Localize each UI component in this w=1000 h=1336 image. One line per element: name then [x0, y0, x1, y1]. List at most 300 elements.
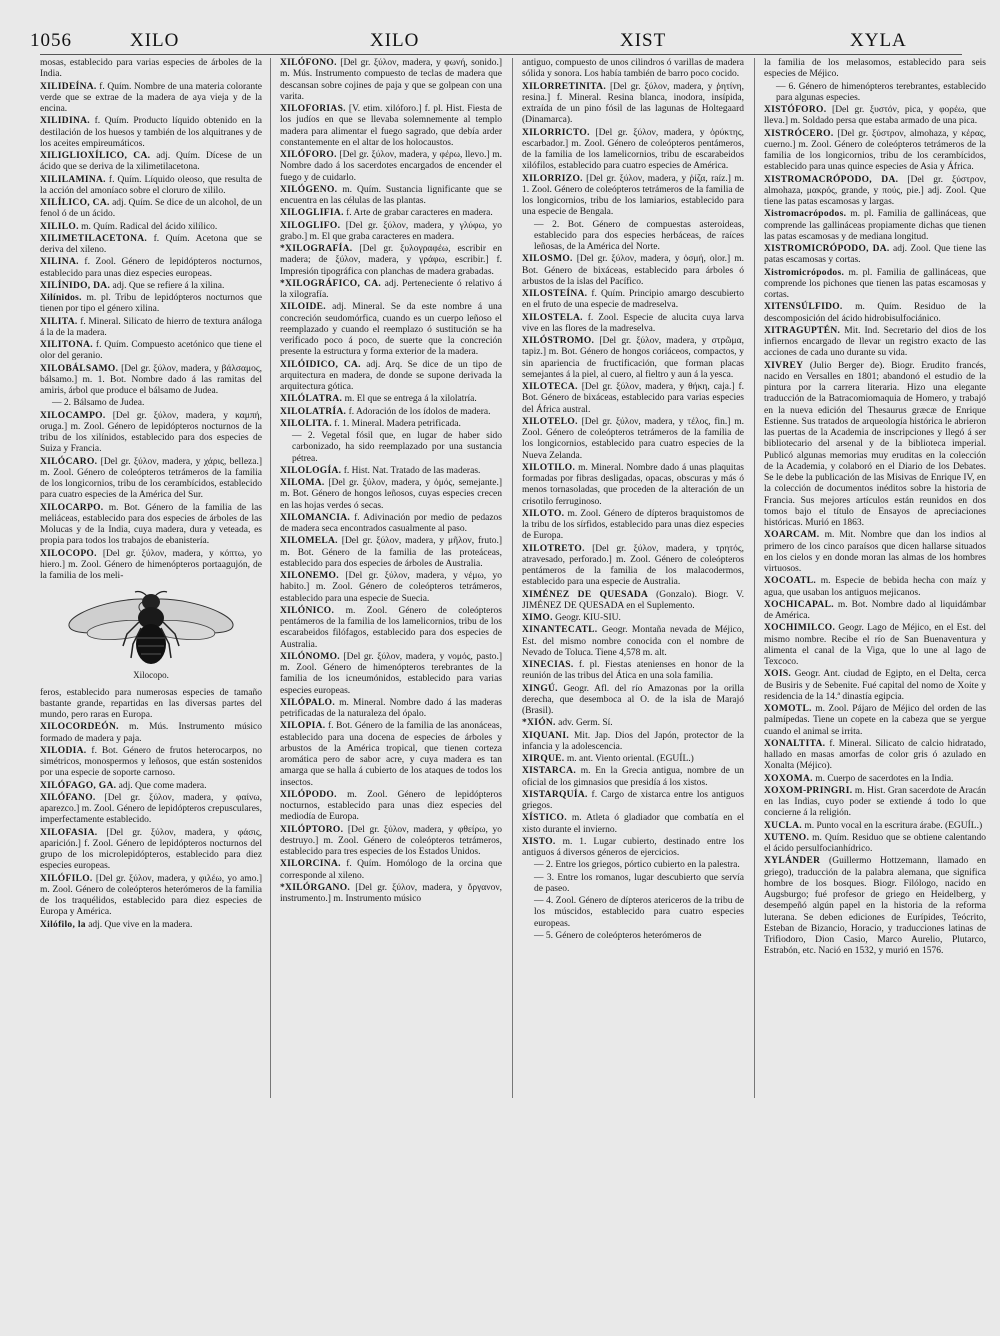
- dictionary-entry: [280, 606, 502, 651]
- entry-definition: m. Hist. Gran sacerdote de Aracán en las Indias, cuyo poder se extiende á todo lo que concierne á la religión.: [764, 785, 987, 819]
- entry-definition: mosas, establecido para varias especies de árboles de la India.: [40, 58, 262, 80]
- entry-definition: [Del gr. ξύλον, madera, y νέμω, yo habito.] m. Zool. Género de coleópteros tetrámeros, establecido para una especie de Suecia.: [280, 571, 503, 604]
- dictionary-entry: [764, 623, 986, 668]
- dictionary-entry: [522, 254, 744, 288]
- entry-headword: XISTO.: [522, 836, 556, 847]
- entry-headword: XILOCORDEÓN.: [40, 722, 119, 733]
- entry-definition: f. Adivinación por medio de pedazos de madera seca encontrados casualmente al paso.: [280, 512, 503, 534]
- entry-definition: Geogr. Afl. del río Amazonas por la orilla derecha, que desemboca al O. de la isla de Marajó (Brasil).: [522, 683, 744, 716]
- dictionary-entry: [40, 457, 262, 502]
- entry-headword: XILITA.: [40, 316, 78, 327]
- dictionary-entry: [522, 718, 744, 729]
- dictionary-entry: [764, 302, 986, 325]
- entry-definition: m. Mineral. Nombre dado á unas plaquitas formadas por fibras desligadas, opacas, obscuras y más ó menos tornasoladas, que proceden de la alteración de un crisotilo ferruginoso.: [522, 462, 745, 507]
- dictionary-entry: [522, 58, 744, 81]
- entry-headword: XISTROMICRÓPODO, DA.: [764, 244, 890, 254]
- entry-headword: XILOTELO.: [522, 416, 578, 427]
- dictionary-entry: [280, 58, 502, 103]
- entry-headword: XILÓNOMO.: [280, 651, 340, 662]
- column-divider: [512, 58, 513, 1098]
- entry-headword: XISTROMACRÓPODO, DA.: [764, 174, 899, 185]
- entry-definition: [Del gr. ξύλον, madera, y κόπτω, yo hiero.] m. Zool. Género de himenópteros portaagujón, de la familia de los meli-: [40, 548, 262, 581]
- entry-definition: m. En la Grecia antigua, nombre de un oficial de los gimnasios que presidía á los xistos.: [522, 766, 745, 788]
- entry-definition: Geogr. Montaña nevada de Méjico, Est. del mismo nombre conocida con el nombre de Nevado de Toluca. Tiene 4,578 m. alt.: [522, 625, 745, 658]
- entry-headword: XILOLOGÍA.: [280, 465, 342, 476]
- dictionary-entry: [280, 394, 502, 405]
- entry-definition: [Del gr. ξύλον, madera, y φιλέω, yo amo.] m. Zool. Género de coleópteros heterómeros de la familia de los traquélidos, establecido para diez especies de Europa y América.: [40, 873, 262, 918]
- entry-definition: antiguo, compuesto de unos cilindros ó varillas de madera sólida y sonora. Los había también de barro poco cocido.: [522, 58, 744, 80]
- dictionary-entry: [522, 813, 744, 836]
- dictionary-entry: [280, 104, 502, 149]
- entry-definition: m. Punto vocal en la escritura árabe. (EGUÍL.): [804, 820, 983, 831]
- entry-definition: m. El que se entrega á la xilolatría.: [344, 394, 477, 405]
- entry-headword: XÍSTICO.: [522, 813, 567, 824]
- entry-definition: [Del gr. ξύλον, madera, y φαίνω, aparezco.] m. Zool. Género de lepidópteros crepusculares, imperfectamente establecido.: [40, 792, 262, 826]
- dictionary-entry: [764, 129, 986, 174]
- entry-definition: f. pl. Fiestas atenienses en honor de la reunión de las tribus del Ática en una sola familia.: [522, 660, 745, 682]
- column-3: [522, 58, 744, 942]
- entry-definition: — 2. Bot. Género de compuestas asteroideas, establecido para dos especies herbáceas, de raíces leñosas, de la América del Norte.: [534, 219, 744, 252]
- entry-definition: Geogr. Lago de Méjico, en el Est. del mismo nombre. Recibe el río de San Buenaventura y alimenta el canal de la Viga, que lo une al lago de Texcoco.: [764, 623, 986, 667]
- entry-definition: — 2. Vegetal fósil que, en lugar de haber sido carbonizado, ha sido reemplazado por una sustancia pétrea.: [292, 431, 502, 464]
- entry-definition: adj. Mineral. Se da este nombre á una concreción seudomórfica, cuando es un cuerpo leñoso el reemplazado y cuando el reemplazo ó sustitución se ha verificado poco á poco, de suerte que la concreción presente la estructura y forma exterior de la madera.: [280, 302, 503, 358]
- entry-definition: [Del gr. ξύλον, madera, y φθείρω, yo destruyo.] m. Zool. Género de coleópteros tetrámeros, establecido para tres especies de los Estados Unidos.: [280, 824, 502, 857]
- entry-definition: m. pl. Tribu de lepidópteros nocturnos que tienen por tipo el género xilina.: [40, 293, 263, 315]
- entry-definition: m. Atleta ó gladiador que combatía en el xisto durante el invierno.: [522, 813, 745, 835]
- dictionary-entry: [280, 185, 502, 208]
- dictionary-entry: [522, 790, 744, 813]
- entry-definition: f. Quím. Nombre de una materia colorante verde que se extrae de la madera de aya vieja y de la encina.: [40, 81, 262, 114]
- dictionary-entry: [40, 222, 262, 233]
- entry-definition: m. Zool. Género de dípteros braquistomos de la tribu de los sírfidos, establecido para unas diez especies de Europa.: [522, 508, 745, 542]
- entry-definition: m. Mús. Instrumento músico formado de madera y paja.: [40, 722, 263, 744]
- entry-headword: XILOFASIA.: [40, 827, 98, 838]
- entry-definition: [Del gr. ξύλον, madera, y χάρις, belleza.] m. Zool. Género de coleópteros tetrámeros de la familia de los longicornios, tribu de los cerambícidos, establecido para cuatro especies de la América del Sur.: [40, 456, 263, 501]
- dictionary-entry: [522, 463, 744, 508]
- entry-headword: XILIDEÍNA.: [40, 81, 97, 92]
- entry-headword: XILILAMINA.: [40, 174, 106, 185]
- entry-definition: m. Mit. Nombre que dan los indios al primero de los cinco paraísos que dicen hallarse situados en los cielos y en donde moran las almas de los hombres virtuosos.: [764, 530, 986, 574]
- entry-headword: XILÓPTORO.: [280, 824, 344, 835]
- entry-definition: f. Hist. Nat. Tratado de las maderas.: [343, 465, 481, 476]
- entry-headword: XILÓFANO.: [40, 792, 96, 803]
- entry-definition: [Del gr. ξύλον, madera, y ὀρύκτης, escarbador.] m. Zool. Género de coleópteros pentámeros, de la familia de los lamelicornios, tribu de escarabeidos xilófilos, establecido para cuatro especies de América.: [522, 127, 745, 172]
- entry-definition: adj. Quím. Dícese de un ácido que se deriva de la xilimetilacetona.: [40, 151, 263, 173]
- entry-definition: m. Zool. Género de lepidópteros nocturnos, establecido para unas diez especies del mediodía de Europa.: [280, 789, 503, 823]
- dictionary-entry: [764, 821, 986, 832]
- entry-definition: m. Quím. Sustancia lignificante que se encuentra en las células de las plantas.: [280, 184, 503, 206]
- dictionary-entry: [764, 774, 986, 785]
- entry-definition: [Del gr. ξυστόν, pica, y φορέω, que lleva.] m. Soldado persa que estaba armado de una pica.: [764, 105, 987, 127]
- dictionary-entry: [40, 688, 262, 722]
- entry-headword: XISTARQUÍA.: [522, 789, 588, 800]
- dictionary-entry: [40, 364, 262, 398]
- entry-definition: [Del gr. ξύλον, madera, y γλύφω, yo grabo.] m. El que graba caracteres en madera.: [280, 220, 503, 242]
- entry-headword: XIQUANI.: [522, 730, 570, 741]
- dictionary-entry: [40, 746, 262, 780]
- entry-headword: XOXOMA.: [764, 773, 813, 784]
- dictionary-entry: [280, 150, 502, 184]
- entry-headword: XILORCINA.: [280, 859, 341, 870]
- dictionary-entry: [280, 513, 502, 536]
- entry-definition: m. Cuerpo de sacerdotes en la India.: [815, 773, 954, 784]
- dictionary-entry: [522, 754, 744, 765]
- dictionary-entry: [280, 698, 502, 721]
- dictionary-entry: [40, 257, 262, 280]
- entry-headword: XILOFORIAS.: [280, 104, 346, 114]
- bee-illustration-icon: [61, 588, 241, 668]
- entry-headword: XIMÉNEZ DE QUESADA: [522, 589, 649, 600]
- entry-headword: Xilófilo, la: [40, 919, 86, 930]
- entry-definition: f. Quím. Compuesto acetónico que tiene el olor del geranio.: [40, 340, 262, 362]
- entry-headword: XILÍLICO, CA.: [40, 198, 110, 208]
- entry-definition: [Del gr. ξύλον, madera, y νομός, pasto.] m. Zool. Género de himenópteros terebrantes de la familia de los icneumónidos, establecido para varias especies europeas.: [280, 651, 502, 696]
- dictionary-entry: [764, 600, 986, 623]
- entry-headword: XILÓFORO.: [280, 150, 337, 160]
- dictionary-entry: [522, 336, 744, 381]
- dictionary-entry: [522, 289, 744, 312]
- dictionary-entry: [40, 198, 262, 221]
- entry-definition: — 5. Género de coleópteros heterómeros de: [534, 930, 702, 941]
- entry-definition: [Del gr. ξύλον, madera, y ὀσμή, olor.] m. Bot. Género de bixáceas, establecido para árboles ó arbustos de la islas del Pacífico.: [522, 254, 745, 287]
- dictionary-entry: [40, 920, 262, 931]
- entry-definition: f. Mineral. Silicato de hierro de textura análoga á la de la madera.: [40, 316, 263, 338]
- dictionary-entry: [764, 786, 986, 820]
- entry-headword: XISTÓFORO.: [764, 105, 827, 115]
- dictionary-entry: [280, 883, 502, 906]
- dictionary-entry: [764, 105, 986, 128]
- entry-definition: m. ant. Viento oriental. (EGUÍL.): [566, 754, 694, 764]
- entry-headword: XILOCARPO.: [40, 502, 104, 513]
- entry-definition: [Del gr. ξύλον, madera, y ὁμός, semejante.] m. Bot. Género de hongos leñosos, cuyas especies crecen en las hojas verdes ó secas.: [280, 478, 502, 511]
- dictionary-entry: [764, 833, 986, 856]
- figure-caption: Xilocopo.: [133, 670, 169, 681]
- entry-headword: *XILÓRGANO.: [280, 882, 351, 893]
- dictionary-entry: [764, 58, 986, 81]
- entry-definition: [Del gr. ξύλον, madera, y φάσις, aparición.] f. Zool. Género de lepidópteros nocturnos del grupo de los microlepidópteros, establecido para diez especies europeas.: [40, 827, 263, 872]
- dictionary-entry: [40, 722, 262, 745]
- entry-headword: XILIGLIOXÍLICO, CA.: [40, 151, 151, 161]
- entry-headword: XILÓGENO.: [280, 184, 338, 195]
- entry-definition: f. Quím. Principio amargo descubierto en el fruto de una especie de madreselva.: [522, 289, 744, 311]
- entry-headword: XILITONA.: [40, 340, 93, 350]
- entry-headword: XILOCAMPO.: [40, 410, 106, 421]
- entry-definition: m. Zool. Pájaro de Méjico del orden de las palmípedas. Tiene un copete en la cabeza que se yergue cuando el animal se irrita.: [764, 704, 987, 737]
- entry-headword: XYLÁNDER: [764, 856, 821, 867]
- entry-definition: m. Especie de bebida hecha con maíz y agua, que usaban los antiguos mejicanos.: [764, 576, 987, 598]
- entry-definition: — 3. Entre los romanos, lugar descubierto que servía de paseo.: [534, 872, 744, 894]
- entry-definition: [Del gr. ξύστρον, almohaza, y κέρας, cuerno.] m. Zool. Género de coleópteros tetrámeros de la familia de los longicornios, tribu de los cerambícidos, establecido para unas quince especies de Asia y África.: [764, 128, 986, 173]
- dictionary-entry: [40, 411, 262, 456]
- dictionary-entry: [280, 221, 502, 244]
- entry-definition: adj. Que come madera.: [118, 780, 207, 791]
- dictionary-entry: [522, 684, 744, 718]
- entry-headword: XITRAGUPTÉN.: [764, 325, 841, 336]
- entry-headword: XILOPIA.: [280, 721, 326, 732]
- entry-headword: XILOMA.: [280, 478, 325, 488]
- column-divider: [754, 58, 755, 1098]
- entry-definition: Geogr. KIU-SIU.: [555, 613, 621, 623]
- dictionary-entry: [764, 704, 986, 738]
- entry-definition: adj. Que vive en la madera.: [88, 919, 193, 930]
- dictionary-entry: [40, 175, 262, 198]
- dictionary-entry: [280, 825, 502, 859]
- dictionary-entry: [40, 281, 262, 292]
- dictionary-entry: [40, 151, 262, 174]
- entry-headword: XILOCOPO.: [40, 548, 97, 559]
- dictionary-entry: [280, 360, 502, 394]
- entry-definition: Geogr. Ant. ciudad de Egipto, en el Delta, cerca de Busiris y de Sebenite. Fué capital del nomo de Xoite y residencia de la 14.ª dinastía egipcia.: [764, 669, 986, 702]
- dictionary-entry: [764, 244, 986, 267]
- entry-definition: m. Quím. Residuo que se obtiene calentando el ácido persulfocianhídrico.: [764, 832, 986, 854]
- entry-definition: [Del gr. ξύλον, madera, y ὄργανον, instrumento.] m. Instrumento músico: [280, 882, 502, 904]
- entry-headword: XILÍNIDO, DA.: [40, 280, 111, 291]
- dictionary-entry: [40, 549, 262, 583]
- entry-definition: — 6. Género de himenópteros terebrantes, establecido para algunas especies.: [776, 81, 986, 103]
- guide-word-3: XIST: [620, 30, 667, 51]
- entry-headword: XILOLITA.: [280, 418, 332, 429]
- dictionary-entry: [764, 739, 986, 773]
- dictionary-entry: [280, 466, 502, 477]
- dictionary-entry: [522, 613, 744, 624]
- entry-definition: Mit. Ind. Secretario del dios de los infiernos encargado de llevar un registro exacto de las acciones de cada uno durante su vida.: [764, 325, 987, 359]
- entry-definition: f. Bot. Género de la familia de las anonáceas, establecido para una docena de especies de árboles y arbustos de la América tropical, que tienen corteza aromática pero de sabor acre, y cuya madera es tan amarga que se halla á cubierto de los ataques de todos los insectos.: [280, 721, 502, 788]
- entry-definition: [Del gr. ξυλογραφέω, escribir en madera; de ξύλον, madera, y γράφω, escribir.] f. Impresión tipográfica con planchas de madera grabadas.: [280, 244, 502, 277]
- entry-definition: adj. Que se refiere á la xilina.: [112, 280, 225, 291]
- dictionary-entry: [764, 856, 986, 957]
- column-2: [280, 58, 502, 905]
- header-rule: [40, 54, 962, 55]
- dictionary-entry: [40, 58, 262, 81]
- entry-definition: [Del gr. ξύλον, madera, y φέρω, llevo.] m. Nombre dado á los sacerdotes encargados de encender el fuego y de cuidarlo.: [280, 150, 503, 183]
- entry-definition: f. Cargo de xistarca entre los antiguos griegos.: [522, 789, 745, 811]
- entry-definition: [Del gr. ξύστρον, almohaza, μακρός, grande, y πούς, pie.] adj. Zool. Que tiene las patas escamosas y largas.: [764, 174, 987, 207]
- dictionary-sense: [522, 860, 744, 871]
- entry-headword: XOMOTL.: [764, 704, 812, 714]
- entry-definition: adj. Arq. Se dice de un tipo de arquitectura en madera, de donde se supone derivada la arquitectura gótica.: [280, 359, 503, 392]
- entry-headword: XILILO.: [40, 221, 79, 232]
- dictionary-entry: [280, 859, 502, 882]
- dictionary-sense: [40, 398, 262, 409]
- guide-word-4: XYLA: [850, 30, 907, 51]
- dictionary-entry: [522, 590, 744, 613]
- entry-headword: XINANTECATL.: [522, 625, 598, 636]
- entry-headword: XOCHIMILCO.: [764, 623, 836, 634]
- dictionary-entry: [764, 175, 986, 209]
- entry-headword: XILORRICTO.: [522, 127, 590, 138]
- entry-headword: XILOTO.: [522, 508, 565, 519]
- dictionary-sense: [522, 931, 744, 942]
- entry-headword: XILOTECA.: [522, 382, 578, 392]
- entry-definition: [Del gr. ξύλον, madera, y ῥίζα, raíz.] m. 1. Zool. Género de coleópteros tetrámeros de la familia de los longicornios, tribu de los lamiarios, establecido para una especie de Bengala.: [522, 173, 745, 218]
- entry-definition: — 2. Bálsamo de Judea.: [52, 398, 145, 409]
- entry-definition: [Del gr. ξύλον, madera, y καμπή, oruga.] m. Zool. Género de lepidópteros nocturnos de la tribu de los xilínidos, establecido para dos especies de Suiza y Francia.: [40, 410, 262, 455]
- entry-definition: — 4. Zool. Género de dípteros atericeros de la tribu de los múscidos, establecido para cuatro especies europeas.: [534, 896, 744, 929]
- dictionary-entry: [40, 828, 262, 873]
- entry-headword: XILÓLATRA.: [280, 394, 343, 405]
- entry-definition: [Del gr. ξύλον, madera, y μῆλον, fruto.] m. Bot. Género de la familia de las proteáceas, establecido para dos especies de árboles de Australia.: [280, 536, 503, 569]
- entry-definition: m. Zool. Género de coleópteros pentámeros de la familia de los lamelicornios, tribu de los escarabeidos filófagos, establecido para dos especies de Australia.: [280, 605, 502, 650]
- entry-definition: adj. Perteneciente ó relativo á la xilografía.: [280, 278, 502, 300]
- entry-headword: *XILOGRAFÍA.: [280, 244, 353, 254]
- dictionary-entry: [280, 208, 502, 219]
- entry-headword: XONALTITA.: [764, 738, 826, 749]
- entry-definition: m. Quím. Residuo de la descomposición del ácido hidrobisulfociánico.: [764, 302, 986, 324]
- entry-definition: [V. etim. xilóforo.] f. pl. Hist. Fiesta de los judíos en que se llevaba solemnemente al templo madera para alimentar el fuego sagrado, que debía arder constantemente en el altar de los holocaustos.: [280, 104, 502, 148]
- entry-headword: XILÓCARO.: [40, 456, 98, 467]
- page-number: 1056: [30, 30, 72, 51]
- dictionary-entry: [40, 293, 262, 316]
- dictionary-entry: [40, 82, 262, 116]
- dictionary-entry: [522, 731, 744, 754]
- entry-headword: XILOTRETO.: [522, 543, 585, 554]
- dictionary-entry: [522, 625, 744, 659]
- dictionary-entry: [522, 128, 744, 173]
- dictionary-entry: [764, 530, 986, 575]
- dictionary-entry: [280, 571, 502, 605]
- entry-definition: f. Bot. Género de frutos heterocarpos, no simétricos, monospermos y leñosos, que están sostenidos por una especie de soporte carnoso.: [40, 745, 263, 779]
- entry-headword: XINECIAS.: [522, 660, 574, 670]
- dictionary-entry: [40, 116, 262, 150]
- dictionary-entry: [522, 837, 744, 860]
- entry-definition: f. Quím. Líquido oleoso, que resulta de la acción del amoníaco sobre el cloruro de xililo.: [40, 174, 262, 196]
- dictionary-entry: [280, 419, 502, 430]
- entry-definition: m. pl. Familia de gallináceas, que comprende los pichones que tienen las patas escamosas y cortas.: [764, 267, 986, 300]
- dictionary-entry: [764, 576, 986, 599]
- entry-definition: f. Zool. Género de lepidópteros nocturnos, establecido para unas diez especies europeas.: [40, 257, 262, 279]
- entry-definition: adj. Quím. Se dice de un alcohol, de un fenol ó de un ácido.: [40, 198, 263, 220]
- entry-headword: XISTARCA.: [522, 766, 576, 777]
- dictionary-sense: [522, 220, 744, 254]
- entry-headword: XILOSTELA.: [522, 312, 583, 323]
- column-divider: [270, 58, 271, 1098]
- entry-definition: [Del gr. ξύλον, madera, y τρητός, atravesado, perforado.] m. Zool. Género de coleópteros pentámeros de la familia de los malacodermos, establecido para una especie de Australia.: [522, 543, 744, 588]
- entry-headword: XILÓPODO.: [280, 789, 337, 800]
- entry-headword: XILOBÁLSAMO.: [40, 363, 119, 374]
- entry-headword: XIMO.: [522, 613, 553, 623]
- entry-headword: XILOMELA.: [280, 536, 338, 547]
- dictionary-entry: [764, 669, 986, 703]
- guide-word-2: XILO: [370, 30, 420, 51]
- entry-headword: XILOLATRÍA.: [280, 406, 347, 417]
- dictionary-entry: [280, 302, 502, 358]
- entry-definition: Mit. Jap. Dios del Japón, protector de la infancia y la adolescencia.: [522, 730, 745, 752]
- entry-definition: adj. Zool. Que tiene las patas escamosas y cortas.: [764, 244, 987, 266]
- running-header: [30, 30, 970, 54]
- dictionary-entry: [522, 417, 744, 462]
- dictionary-entry: [280, 536, 502, 570]
- dictionary-entry: [522, 509, 744, 543]
- entry-headword: XILOGLIFO.: [280, 220, 341, 231]
- entry-headword: XILOMANCIA.: [280, 512, 351, 523]
- dictionary-entry: [764, 361, 986, 530]
- dictionary-entry: [280, 407, 502, 418]
- dictionary-entry: [280, 244, 502, 278]
- entry-headword: XILOGLIFIA.: [280, 208, 344, 219]
- dictionary-entry: [522, 660, 744, 683]
- dictionary-entry: [280, 721, 502, 789]
- dictionary-entry: [764, 268, 986, 302]
- entry-definition: m. Mineral. Nombre dado á las maderas petrificadas de la naturaleza del ópalo.: [280, 697, 503, 719]
- entry-headword: *XILOGRÁFICO, CA.: [280, 278, 382, 289]
- dictionary-entry: [40, 874, 262, 919]
- entry-definition: (Gonzalo). Biogr. V. JIMÉNEZ DE QUESADA en el Suplemento.: [522, 589, 745, 611]
- dictionary-entry: [40, 781, 262, 792]
- dictionary-entry: [764, 326, 986, 360]
- entry-headword: XOCHICAPAL.: [764, 599, 834, 610]
- dictionary-entry: [40, 793, 262, 827]
- entry-headword: XITENSÚLFIDO.: [764, 302, 843, 313]
- entry-headword: XILÓFONO.: [280, 58, 337, 68]
- entry-definition: f. Quím. Producto líquido obtenido en la destilación de los huesos y también de los alquitranes y de los aceites empireumáticos.: [40, 116, 263, 149]
- entry-definition: f. Quím. Acetona que se deriva del xileno.: [40, 233, 263, 255]
- entry-headword: Xistromacrópodos.: [764, 209, 847, 220]
- entry-headword: XILÓIDICO, CA.: [280, 359, 361, 370]
- entry-definition: m. Bot. Género de la familia de las meliáceas, establecido para dos especies de árboles de las Molucas y de la India, cuya madera, dura y veteada, es propia para todos los trabajos de ebanistería.: [40, 502, 262, 547]
- entry-headword: XILOIDE.: [280, 302, 326, 313]
- entry-definition: m. pl. Familia de gallináceas, que comprende las gallináceas propiamente dichas que tienen las patas escamosas y de mediana longitud.: [764, 209, 987, 242]
- xilocopo-figure: [40, 588, 262, 681]
- entry-definition: [Del gr. ξύλον, madera, y τέλος, fin.] m. Zool. Género de coleópteros tetrámeros de la familia de los longicornios, establecido para cuatro especies de la Nueva Zelanda.: [522, 416, 745, 461]
- entry-headword: XILOSMO.: [522, 254, 573, 265]
- entry-headword: XISTRÓCERO.: [764, 128, 834, 139]
- entry-headword: XINGÚ.: [522, 683, 558, 694]
- entry-definition: [Del gr. ξύλον, madera, y φωνή, sonido.] m. Mús. Instrumento compuesto de teclas de madera que descansan sobre cojines de paja y que se golpean con una varita.: [280, 58, 503, 102]
- entry-definition: f. Mineral. Silicato de calcio hidratado, hallado en masas amorfas de color gris ó azulado en Xonalta (Méjico).: [764, 738, 987, 772]
- entry-definition: feros, establecido para numerosas especies de tamaño bastante grande, repartidas en las diversas partes del mundo, pero raras en Europa.: [40, 687, 262, 720]
- entry-headword: XILORRIZO.: [522, 173, 583, 184]
- entry-headword: Xilínidos.: [40, 293, 82, 303]
- entry-headword: XILÓFAGO, GA.: [40, 780, 117, 791]
- dictionary-entry: [40, 503, 262, 548]
- entry-definition: adv. Germ. Sí.: [558, 718, 613, 729]
- dictionary-sense: [522, 896, 744, 930]
- dictionary-entry: [522, 313, 744, 336]
- entry-definition: f. Adoración de los ídolos de madera.: [348, 406, 491, 417]
- entry-definition: [Del gr. ξύλον, madera, y στρῶμα, tapiz.] m. Bot. Género de hongos coriáceos, compactos, y sin apariencia de fructificación, que forman placas semejantes á la piel, al cuero, al fieltro y aun á la yesca.: [522, 336, 744, 380]
- entry-headword: XIVREY: [764, 360, 804, 371]
- entry-headword: XILIDINA.: [40, 116, 90, 127]
- entry-definition: [Del gr. ξύλον, madera, y ῥητίνη, resina.] f. Mineral. Resina blanca, inodora, insípida, extraída de un pino fósil de las lagunas de Holtegaard (Dinamarca).: [522, 81, 744, 126]
- entry-headword: XUCLA.: [764, 820, 802, 831]
- dictionary-sense: [764, 82, 986, 105]
- entry-definition: — 2. Entre los griegos, pórtico cubierto en la palestra.: [534, 860, 740, 871]
- dictionary-entry: [522, 174, 744, 219]
- entry-definition: f. Zool. Especie de alucita cuya larva vive en las flores de la madreselva.: [522, 312, 745, 334]
- entry-headword: XILÓSTROMO.: [522, 336, 595, 346]
- dictionary-entry: [280, 652, 502, 697]
- dictionary-entry: [280, 790, 502, 824]
- entry-headword: XILORRETINITA.: [522, 81, 606, 92]
- entry-headword: XILODIA.: [40, 745, 87, 756]
- entry-definition: m. Bot. Nombre dado al liquidámbar de América.: [764, 599, 986, 621]
- entry-headword: *XIÓN.: [522, 718, 556, 729]
- entry-headword: XILOTILO.: [522, 462, 576, 473]
- entry-definition: m. 1. Lugar cubierto, destinado entre los antiguos á diversos géneros de ejercicios.: [522, 836, 744, 858]
- dictionary-entry: [522, 544, 744, 589]
- dictionary-entry: [40, 234, 262, 257]
- entry-headword: XOIS.: [764, 669, 792, 680]
- entry-definition: f. Quím. Homólogo de la orcina que corresponde al xileno.: [280, 859, 503, 881]
- column-1: [40, 58, 262, 931]
- entry-definition: f. Arte de grabar caracteres en madera.: [346, 208, 493, 219]
- dictionary-entry: [522, 382, 744, 416]
- entry-headword: XILOSTEÍNA.: [522, 289, 588, 299]
- entry-headword: XILINA.: [40, 257, 79, 268]
- entry-headword: XOXOM-PRINGRI.: [764, 785, 853, 796]
- entry-headword: XILÓFILO.: [40, 873, 93, 884]
- dictionary-entry: [522, 766, 744, 789]
